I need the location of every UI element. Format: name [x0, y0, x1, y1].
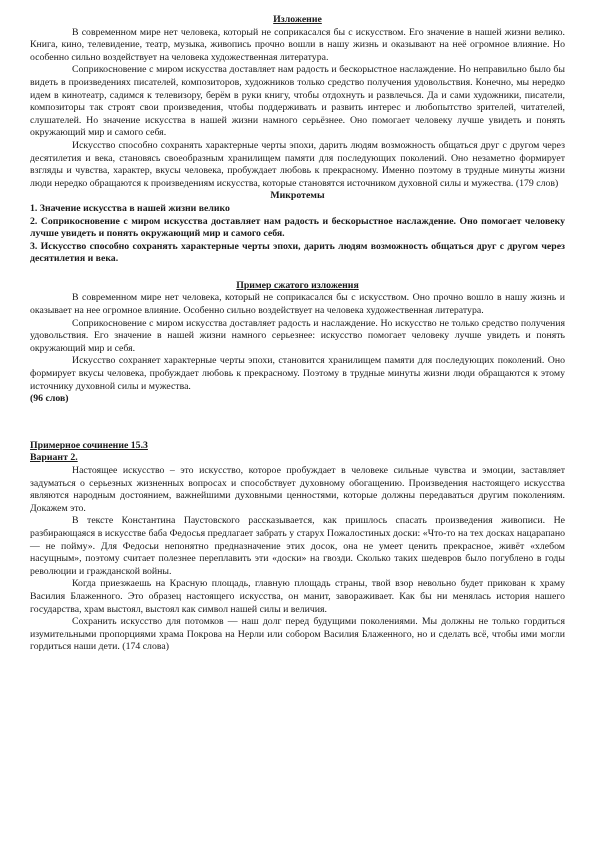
compressed-word-count: (96 слов)	[30, 393, 69, 405]
microtheme-1: 1. Значение искусства в нашей жизни велико	[30, 202, 230, 214]
compressed-paragraph-2: Соприкосновение с миром искусства доставляет радость и наслаждение. Но искусство не только средство получения удовольствия. Его значение в нашей жизни намного серьезнее: искусство помогает человеку лучше увидеть и понять окружающий мир и себя.	[30, 317, 565, 354]
compressed-paragraph-3: Искусство сохраняет характерные черты эпохи, становится хранилищем памяти для последующих поколений. Оно формирует вкусы человека, пробуждает любовь к прекрасному. Поэтому в трудные минуты жизни люди обращаются к этому источнику духовной силы и мужества.	[30, 355, 565, 392]
essay-variant: Вариант 2.	[30, 452, 78, 464]
microthemes-title: Микротемы	[270, 190, 325, 202]
izlozhenie-paragraph-2: Соприкосновение с миром искусства доставляет нам радость и бескорыстное наслаждение. Но неправильно было бы видеть в произведениях писателей, композиторов, художников только средство получения удовольствия. Конечно, мы нередко идем в кинотеатр, садимся к телевизору, берём в руки книгу, чтобы отдохнуть и развлечься. Да и сами художники, писатели, композиторы так строят свои произведения, чтобы поддерживать и развить интерес и любопытство зрителей, читателей, слушателей. Но значение искусства в нашей жизни намного серьёзнее. Оно помогает человеку лучше увидеть и понять окружающий мир и самого себя.	[30, 64, 565, 139]
microtheme-3: 3. Искусство способно сохранять характерные черты эпохи, дарить людям возможность общаться друг с другом через десятилетия и века.	[30, 240, 565, 265]
essay-paragraph-2: В тексте Константина Паустовского рассказывается, как пришлось спасать произведения живописи. Не разбирающаяся в искусстве баба Федосья предлагает забрать у старух Пожалостиных доски: «Что-то на тех досках нацарапано — не пойму». Для Федосьи непонятно предназначение этих досок, она не умеет ценить прекрасное, живёт «хлебом насущным», поэтому считает полезнее переплавить эти «доски» на гвозди. Сколько таких шедевров было погублено в годы революции и гражданской войны.	[30, 515, 565, 577]
izlozhenie-paragraph-3: Искусство способно сохранять характерные черты эпохи, дарить людям возможность общаться друг с другом через десятилетия и века, становясь своеобразным хранилищем памяти для последующих поколений. Оно незаметно формирует взгляды и чувства, характер, вкусы человека, пробуждает любовь к прекрасному. Именно поэтому в трудные минуты жизни люди нередко обращаются к произведениям искусства, которые становятся источником духовной силы и мужества. (179 слов)	[30, 139, 565, 189]
essay-paragraph-4: Сохранить искусство для потомков — наш долг перед будущими поколениями. Мы должны не только гордиться изумительными пропорциями храма Покрова на Нерли или собором Василия Блаженного, но и сделать всё, чтобы ими могли гордиться наши дети. (174 слова)	[30, 616, 565, 653]
document-page	[30, 14, 565, 654]
essay-title: Примерное сочинение 15.3	[30, 439, 148, 451]
izlozhenie-paragraph-1: В современном мире нет человека, который не соприкасался бы с искусством. Его значение в нашей жизни велико. Книга, кино, телевидение, театр, музыка, живопись прочно вошли в нашу жизнь и оказывают на неё огромное влияние. Но особенно сильно воздействует на человека художественная литература.	[30, 26, 565, 63]
compressed-paragraph-1: В современном мире нет человека, который не соприкасался бы с искусством. Оно прочно вошло в нашу жизнь и оказывает на нее огромное влияние. Особенно сильно воздействует на человека художественная литература.	[30, 292, 565, 317]
essay-paragraph-3: Когда приезжаешь на Красную площадь, главную площадь страны, твой взор невольно будет прикован к храму Василия Блаженного. Это образец настоящего искусства, он манит, завораживает. Как бы ни менялась история нашего государства, храм выстоял, выстоял как символ нашей силы и величия.	[30, 578, 565, 615]
microthemes-list	[30, 203, 565, 266]
compressed-title: Пример сжатого изложения	[236, 279, 359, 291]
izlozhenie-title: Изложение	[273, 14, 322, 25]
essay-paragraph-1: Настоящее искусство – это искусство, которое пробуждает в человеке сильные чувства и эмоции, заставляет задуматься о серьезных жизненных вопросах и способствует духовному обогащению. Произведения настоящего искусства являются народным достоянием, важнейшими духовными ценностями, которые должны передаваться другим поколениям. Докажем это.	[30, 465, 565, 514]
microtheme-2: 2. Соприкосновение с миром искусства доставляет нам радость и бескорыстное наслаждение. Оно помогает человеку лучше увидеть и понять окружающий мир и самого себя.	[30, 215, 565, 240]
